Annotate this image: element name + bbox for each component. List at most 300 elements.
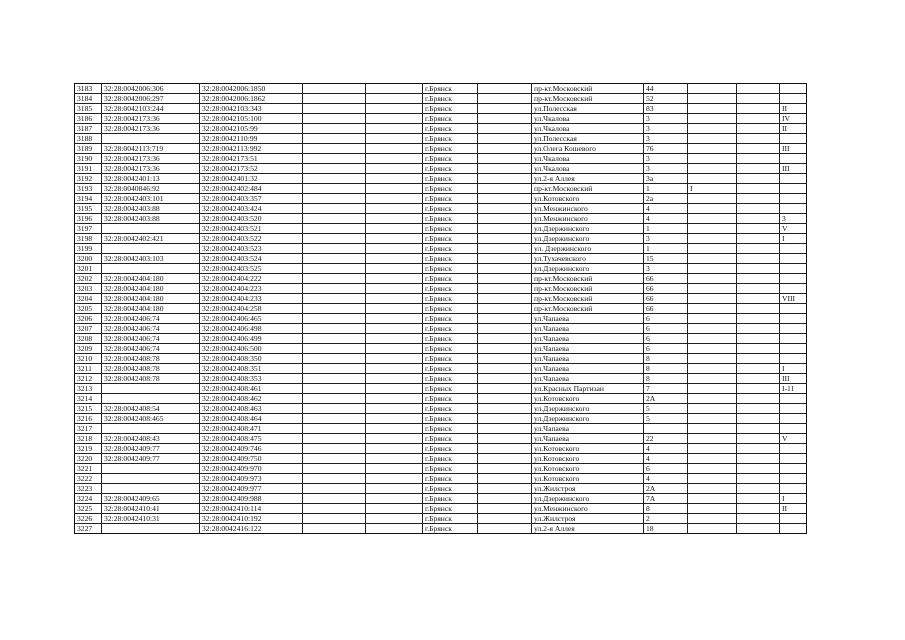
apartment-cell	[780, 344, 807, 354]
building-cell	[688, 254, 737, 264]
building-cell	[688, 454, 737, 464]
city-cell: г.Брянск	[423, 214, 478, 224]
parent-cadastral-cell: 32:28:0042006:306	[102, 84, 200, 94]
empty-cell	[366, 404, 423, 414]
table-row	[75, 414, 807, 424]
empty-cell	[737, 144, 780, 154]
empty-cell	[737, 174, 780, 184]
table-row	[75, 174, 807, 184]
building-cell	[688, 194, 737, 204]
city-cell: г.Брянск	[423, 424, 478, 434]
house-cell: 52	[644, 94, 688, 104]
empty-cell	[303, 234, 366, 244]
cadastral-number-cell: 32:28:0042408:353	[200, 374, 303, 384]
empty-cell	[737, 184, 780, 194]
city-cell: г.Брянск	[423, 184, 478, 194]
row-number-cell: 3220	[75, 454, 102, 464]
empty-cell	[366, 114, 423, 124]
empty-cell	[737, 304, 780, 314]
empty-cell	[366, 164, 423, 174]
row-number-cell: 3224	[75, 494, 102, 504]
parent-cadastral-cell: 32:28:0042409:77	[102, 444, 200, 454]
empty-cell	[303, 504, 366, 514]
table-row	[75, 464, 807, 474]
empty-cell	[478, 354, 532, 364]
house-cell: 2а	[644, 194, 688, 204]
parent-cadastral-cell: 32:28:0042173:36	[102, 124, 200, 134]
empty-cell	[737, 384, 780, 394]
empty-cell	[366, 344, 423, 354]
apartment-cell: I	[780, 364, 807, 374]
empty-cell	[737, 244, 780, 254]
house-cell: 1	[644, 184, 688, 194]
row-number-cell: 3225	[75, 504, 102, 514]
table-row	[75, 284, 807, 294]
cadastral-number-cell: 32:28:0042404:223	[200, 284, 303, 294]
empty-cell	[737, 324, 780, 334]
house-cell: 7	[644, 384, 688, 394]
table-row	[75, 264, 807, 274]
cadastral-number-cell: 32:28:0042105:100	[200, 114, 303, 124]
cadastral-number-cell: 32:28:0042409:977	[200, 484, 303, 494]
apartment-cell: I	[780, 494, 807, 504]
empty-cell	[737, 164, 780, 174]
row-number-cell: 3209	[75, 344, 102, 354]
row-number-cell: 3219	[75, 444, 102, 454]
table-row	[75, 274, 807, 284]
empty-cell	[737, 134, 780, 144]
empty-cell	[303, 444, 366, 454]
apartment-cell: III	[780, 164, 807, 174]
street-cell: ул.Чапаева	[532, 364, 644, 374]
row-number-cell: 3218	[75, 434, 102, 444]
parent-cadastral-cell: 32:28:0042410:41	[102, 504, 200, 514]
empty-cell	[366, 384, 423, 394]
apartment-cell	[780, 284, 807, 294]
building-cell	[688, 364, 737, 374]
building-cell	[688, 264, 737, 274]
empty-cell	[303, 114, 366, 124]
empty-cell	[478, 504, 532, 514]
city-cell: г.Брянск	[423, 84, 478, 94]
apartment-cell	[780, 524, 807, 534]
row-number-cell: 3216	[75, 414, 102, 424]
empty-cell	[478, 294, 532, 304]
table-row	[75, 224, 807, 234]
parent-cadastral-cell: 32:28:0042404:180	[102, 274, 200, 284]
parent-cadastral-cell: 32:28:0042173:36	[102, 154, 200, 164]
empty-cell	[303, 334, 366, 344]
row-number-cell: 3198	[75, 234, 102, 244]
parent-cadastral-cell: 32:28:0042404:180	[102, 284, 200, 294]
apartment-cell: V	[780, 434, 807, 444]
apartment-cell	[780, 154, 807, 164]
empty-cell	[737, 344, 780, 354]
house-cell: 6	[644, 334, 688, 344]
empty-cell	[366, 424, 423, 434]
city-cell: г.Брянск	[423, 474, 478, 484]
street-cell: ул.Дзержинского	[532, 494, 644, 504]
empty-cell	[303, 214, 366, 224]
cadastral-number-cell: 32:28:0042113:992	[200, 144, 303, 154]
empty-cell	[366, 94, 423, 104]
house-cell: 4	[644, 474, 688, 484]
empty-cell	[478, 134, 532, 144]
table-row	[75, 124, 807, 134]
empty-cell	[478, 254, 532, 264]
street-cell: ул.Чкалова	[532, 114, 644, 124]
empty-cell	[303, 294, 366, 304]
apartment-cell	[780, 394, 807, 404]
empty-cell	[366, 294, 423, 304]
cadastral-number-cell: 32:28:0042409:970	[200, 464, 303, 474]
cadastral-number-cell: 32:28:0042409:973	[200, 474, 303, 484]
empty-cell	[737, 444, 780, 454]
empty-cell	[737, 154, 780, 164]
empty-cell	[366, 154, 423, 164]
empty-cell	[478, 304, 532, 314]
empty-cell	[303, 454, 366, 464]
cadastral-number-cell: 32:28:0042406:498	[200, 324, 303, 334]
parent-cadastral-cell: 32:28:0042406:74	[102, 344, 200, 354]
registry-table	[74, 83, 807, 534]
table-row	[75, 444, 807, 454]
empty-cell	[303, 84, 366, 94]
city-cell: г.Брянск	[423, 174, 478, 184]
parent-cadastral-cell: 32:28:0042410:31	[102, 514, 200, 524]
empty-cell	[478, 164, 532, 174]
row-number-cell: 3223	[75, 484, 102, 494]
empty-cell	[737, 434, 780, 444]
empty-cell	[366, 484, 423, 494]
empty-cell	[366, 394, 423, 404]
table-row	[75, 134, 807, 144]
empty-cell	[737, 84, 780, 94]
apartment-cell	[780, 194, 807, 204]
cadastral-number-cell: 32:28:0042103:343	[200, 104, 303, 114]
empty-cell	[303, 484, 366, 494]
row-number-cell: 3195	[75, 204, 102, 214]
apartment-cell	[780, 354, 807, 364]
empty-cell	[478, 444, 532, 454]
city-cell: г.Брянск	[423, 374, 478, 384]
parent-cadastral-cell: 32:28:0042401:13	[102, 174, 200, 184]
row-number-cell: 3226	[75, 514, 102, 524]
building-cell	[688, 154, 737, 164]
table-row	[75, 154, 807, 164]
city-cell: г.Брянск	[423, 254, 478, 264]
empty-cell	[737, 94, 780, 104]
empty-cell	[478, 214, 532, 224]
parent-cadastral-cell	[102, 424, 200, 434]
street-cell: ул.Чапаева	[532, 324, 644, 334]
parent-cadastral-cell: 32:28:0042406:74	[102, 324, 200, 334]
empty-cell	[478, 524, 532, 534]
empty-cell	[366, 314, 423, 324]
table-row	[75, 214, 807, 224]
empty-cell	[737, 514, 780, 524]
city-cell: г.Брянск	[423, 224, 478, 234]
row-number-cell: 3197	[75, 224, 102, 234]
cadastral-number-cell: 32:28:0042006:1850	[200, 84, 303, 94]
apartment-cell	[780, 404, 807, 414]
apartment-cell	[780, 204, 807, 214]
house-cell: 8	[644, 354, 688, 364]
street-cell: ул.Полесская	[532, 104, 644, 114]
parent-cadastral-cell	[102, 264, 200, 274]
empty-cell	[737, 284, 780, 294]
empty-cell	[366, 224, 423, 234]
row-number-cell: 3208	[75, 334, 102, 344]
house-cell: 3	[644, 234, 688, 244]
empty-cell	[303, 274, 366, 284]
city-cell: г.Брянск	[423, 344, 478, 354]
table-row	[75, 344, 807, 354]
empty-cell	[303, 104, 366, 114]
empty-cell	[303, 424, 366, 434]
street-cell: ул.Чапаева	[532, 374, 644, 384]
building-cell	[688, 124, 737, 134]
building-cell	[688, 114, 737, 124]
street-cell: ул.Чапаева	[532, 354, 644, 364]
apartment-cell	[780, 254, 807, 264]
empty-cell	[366, 334, 423, 344]
building-cell	[688, 434, 737, 444]
empty-cell	[478, 384, 532, 394]
street-cell: ул.Чкалова	[532, 154, 644, 164]
parent-cadastral-cell: 32:28:0042403:88	[102, 214, 200, 224]
city-cell: г.Брянск	[423, 514, 478, 524]
house-cell: 2	[644, 514, 688, 524]
house-cell: 66	[644, 274, 688, 284]
city-cell: г.Брянск	[423, 154, 478, 164]
city-cell: г.Брянск	[423, 304, 478, 314]
cadastral-number-cell: 32:28:0042416:122	[200, 524, 303, 534]
empty-cell	[737, 494, 780, 504]
row-number-cell: 3196	[75, 214, 102, 224]
building-cell	[688, 484, 737, 494]
street-cell: ул.Тухачевского	[532, 254, 644, 264]
empty-cell	[478, 424, 532, 434]
cadastral-number-cell: 32:28:0042408:463	[200, 404, 303, 414]
empty-cell	[737, 354, 780, 364]
street-cell: ул. Дзержинского	[532, 244, 644, 254]
house-cell: 3	[644, 164, 688, 174]
cadastral-number-cell: 32:28:0042406:465	[200, 314, 303, 324]
street-cell: пр-кт.Московский	[532, 284, 644, 294]
street-cell: ул.Котовского	[532, 444, 644, 454]
empty-cell	[303, 354, 366, 364]
apartment-cell	[780, 464, 807, 474]
empty-cell	[737, 364, 780, 374]
empty-cell	[303, 324, 366, 334]
building-cell	[688, 374, 737, 384]
empty-cell	[366, 214, 423, 224]
parent-cadastral-cell	[102, 484, 200, 494]
empty-cell	[478, 514, 532, 524]
empty-cell	[478, 474, 532, 484]
parent-cadastral-cell: 32:28:0042403:103	[102, 254, 200, 264]
house-cell: 22	[644, 434, 688, 444]
building-cell	[688, 84, 737, 94]
building-cell	[688, 224, 737, 234]
parent-cadastral-cell: 32:28:0042408:78	[102, 364, 200, 374]
parent-cadastral-cell	[102, 134, 200, 144]
table-row	[75, 524, 807, 534]
empty-cell	[366, 134, 423, 144]
empty-cell	[303, 364, 366, 374]
empty-cell	[366, 354, 423, 364]
row-number-cell: 3193	[75, 184, 102, 194]
apartment-cell: II	[780, 104, 807, 114]
building-cell	[688, 244, 737, 254]
empty-cell	[366, 514, 423, 524]
house-cell: 1	[644, 224, 688, 234]
empty-cell	[366, 454, 423, 464]
parent-cadastral-cell	[102, 524, 200, 534]
empty-cell	[303, 254, 366, 264]
cadastral-number-cell: 32:28:0042404:258	[200, 304, 303, 314]
empty-cell	[737, 234, 780, 244]
apartment-cell	[780, 134, 807, 144]
table-row	[75, 504, 807, 514]
empty-cell	[366, 374, 423, 384]
city-cell: г.Брянск	[423, 354, 478, 364]
city-cell: г.Брянск	[423, 324, 478, 334]
empty-cell	[366, 124, 423, 134]
empty-cell	[737, 114, 780, 124]
building-cell	[688, 464, 737, 474]
parent-cadastral-cell: 32:28:0042408:43	[102, 434, 200, 444]
empty-cell	[737, 414, 780, 424]
empty-cell	[478, 364, 532, 374]
empty-cell	[478, 414, 532, 424]
empty-cell	[478, 434, 532, 444]
cadastral-number-cell: 32:28:0042110:99	[200, 134, 303, 144]
city-cell: г.Брянск	[423, 524, 478, 534]
city-cell: г.Брянск	[423, 414, 478, 424]
empty-cell	[737, 464, 780, 474]
apartment-cell	[780, 94, 807, 104]
house-cell: 3	[644, 114, 688, 124]
city-cell: г.Брянск	[423, 444, 478, 454]
empty-cell	[366, 524, 423, 534]
empty-cell	[366, 504, 423, 514]
building-cell	[688, 424, 737, 434]
table-row	[75, 314, 807, 324]
parent-cadastral-cell: 32:28:0042408:465	[102, 414, 200, 424]
empty-cell	[366, 144, 423, 154]
street-cell: пр-кт.Московский	[532, 304, 644, 314]
street-cell: ул.Менжинского	[532, 504, 644, 514]
city-cell: г.Брянск	[423, 164, 478, 174]
city-cell: г.Брянск	[423, 434, 478, 444]
apartment-cell	[780, 314, 807, 324]
building-cell	[688, 444, 737, 454]
street-cell: ул.Жилстроя	[532, 514, 644, 524]
street-cell: ул.Котовского	[532, 474, 644, 484]
empty-cell	[303, 134, 366, 144]
parent-cadastral-cell: 32:28:0042404:180	[102, 304, 200, 314]
empty-cell	[737, 484, 780, 494]
registry-body	[75, 84, 807, 534]
street-cell: ул.Котовского	[532, 454, 644, 464]
city-cell: г.Брянск	[423, 494, 478, 504]
city-cell: г.Брянск	[423, 504, 478, 514]
table-row	[75, 254, 807, 264]
cadastral-number-cell: 32:28:0042408:464	[200, 414, 303, 424]
table-row	[75, 234, 807, 244]
empty-cell	[737, 194, 780, 204]
empty-cell	[303, 124, 366, 134]
building-cell	[688, 324, 737, 334]
empty-cell	[366, 444, 423, 454]
city-cell: г.Брянск	[423, 404, 478, 414]
empty-cell	[478, 494, 532, 504]
cadastral-number-cell: 32:28:0042408:461	[200, 384, 303, 394]
building-cell	[688, 504, 737, 514]
parent-cadastral-cell: 32:28:0042409:77	[102, 454, 200, 464]
table-row	[75, 324, 807, 334]
empty-cell	[737, 454, 780, 464]
house-cell: 3	[644, 134, 688, 144]
parent-cadastral-cell: 32:28:0042006:297	[102, 94, 200, 104]
empty-cell	[303, 304, 366, 314]
empty-cell	[303, 394, 366, 404]
city-cell: г.Брянск	[423, 364, 478, 374]
empty-cell	[478, 404, 532, 414]
empty-cell	[737, 104, 780, 114]
apartment-cell: II	[780, 124, 807, 134]
city-cell: г.Брянск	[423, 124, 478, 134]
apartment-cell: IV	[780, 114, 807, 124]
empty-cell	[303, 224, 366, 234]
empty-cell	[478, 284, 532, 294]
cadastral-number-cell: 32:28:0042409:750	[200, 454, 303, 464]
house-cell: 66	[644, 304, 688, 314]
empty-cell	[303, 384, 366, 394]
city-cell: г.Брянск	[423, 294, 478, 304]
empty-cell	[478, 94, 532, 104]
empty-cell	[737, 374, 780, 384]
table-row	[75, 394, 807, 404]
house-cell: 4	[644, 444, 688, 454]
table-row	[75, 374, 807, 384]
cadastral-number-cell: 32:28:0042406:500	[200, 344, 303, 354]
row-number-cell: 3194	[75, 194, 102, 204]
table-row	[75, 354, 807, 364]
parent-cadastral-cell	[102, 384, 200, 394]
building-cell	[688, 164, 737, 174]
cadastral-number-cell: 32:28:0042408:350	[200, 354, 303, 364]
cadastral-number-cell: 32:28:0042403:524	[200, 254, 303, 264]
empty-cell	[366, 264, 423, 274]
house-cell: 6	[644, 324, 688, 334]
row-number-cell: 3187	[75, 124, 102, 134]
empty-cell	[478, 174, 532, 184]
house-cell: 8	[644, 504, 688, 514]
cadastral-number-cell: 32:28:0042409:988	[200, 494, 303, 504]
empty-cell	[303, 94, 366, 104]
empty-cell	[478, 184, 532, 194]
table-row	[75, 514, 807, 524]
building-cell	[688, 234, 737, 244]
house-cell: 5	[644, 414, 688, 424]
apartment-cell	[780, 454, 807, 464]
apartment-cell	[780, 484, 807, 494]
empty-cell	[303, 264, 366, 274]
parent-cadastral-cell: 32:28:0040846:92	[102, 184, 200, 194]
